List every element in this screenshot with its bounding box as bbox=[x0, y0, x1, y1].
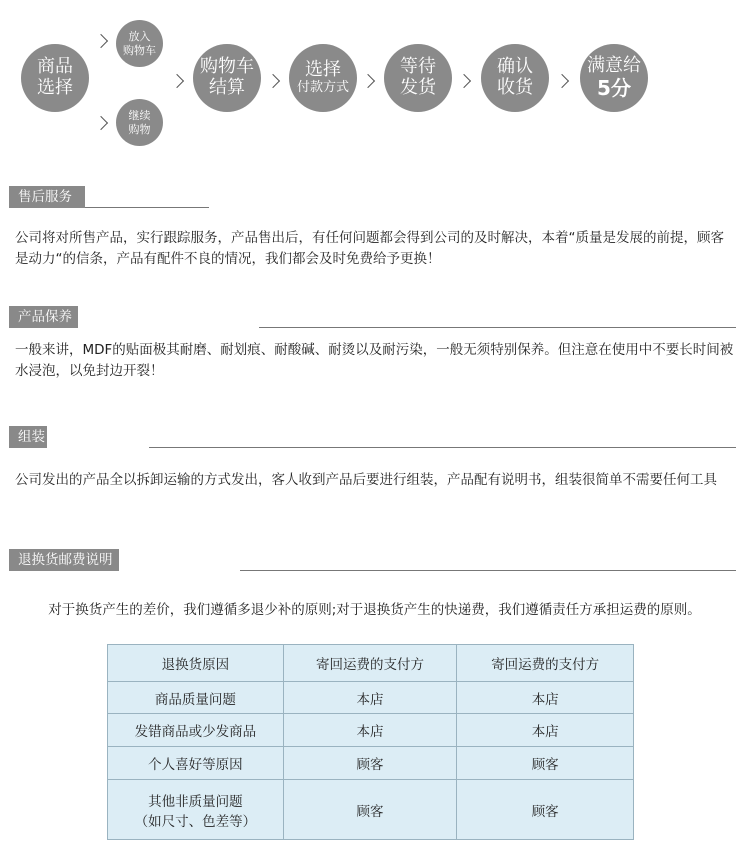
section-title: 组装 bbox=[9, 426, 47, 448]
flow-step-text: 购物车 bbox=[200, 56, 254, 78]
section-divider bbox=[240, 570, 736, 571]
flow-step-text: 选择 bbox=[305, 59, 341, 81]
section-title: 退换货邮费说明 bbox=[9, 549, 119, 571]
flow-step-await-shipping bbox=[384, 44, 452, 112]
table-cell: 商品质量问题 bbox=[108, 682, 284, 714]
section-text-assembly: 公司发出的产品全以拆卸运输的方式发出，客人收到产品后要进行组装，产品配有说明书，组装很简单不需要任何工具 bbox=[15, 472, 717, 488]
table-cell: 本店 bbox=[283, 682, 457, 714]
section-title: 售后服务 bbox=[9, 186, 85, 208]
section-title: 产品保养 bbox=[9, 306, 78, 328]
return-shipping-table bbox=[107, 644, 634, 840]
flow-step-rate bbox=[580, 44, 648, 112]
table-cell bbox=[108, 780, 284, 840]
table-cell: 本店 bbox=[457, 682, 634, 714]
table-cell: 本店 bbox=[457, 714, 634, 747]
section-header-returns bbox=[9, 549, 736, 571]
flow-step-text: 确认 bbox=[497, 56, 533, 78]
table-header-cell: 寄回运费的支付方 bbox=[457, 645, 634, 682]
table-row bbox=[108, 747, 634, 780]
flow-step-continue-shopping bbox=[116, 99, 163, 146]
table-cell: 顾客 bbox=[283, 780, 457, 840]
flow-step-text: 付款方式 bbox=[296, 79, 349, 95]
flow-step-text: 收货 bbox=[497, 77, 533, 98]
table-header-cell: 寄回运费的支付方 bbox=[283, 645, 457, 682]
table-cell: 顾客 bbox=[283, 747, 457, 780]
section-header-after-sales bbox=[9, 186, 209, 208]
flow-step-add-to-cart bbox=[116, 20, 163, 67]
flow-step-text: 放入 bbox=[128, 30, 151, 44]
section-divider bbox=[149, 447, 736, 448]
table-cell: 个人喜好等原因 bbox=[108, 747, 284, 780]
section-text-maintenance: 一般来讲，MDF的贴面极其耐磨、耐划痕、耐酸碱、耐烫以及耐污染，一般无须特别保养。但注意在使用中不要长时间被水浸泡，以免封边开裂！ bbox=[15, 342, 734, 379]
table-cell-line: （如尺寸、色差等） bbox=[134, 813, 257, 830]
flow-step-text: 等待 bbox=[400, 56, 436, 78]
table-row bbox=[108, 714, 634, 747]
section-text-after-sales: 公司将对所售产品，实行跟踪服务，产品售出后，有任何问题都会得到公司的及时解决，本着“质量是发展的前提，顾客是动力“的信条，产品有配件不良的情况，我们都会及时免费给予更换！ bbox=[15, 230, 724, 267]
flow-step-text: 满意给 bbox=[587, 55, 641, 77]
flow-step-confirm-receipt bbox=[481, 44, 549, 112]
section-divider bbox=[85, 207, 209, 208]
table-header-cell: 退换货原因 bbox=[108, 645, 284, 682]
purchase-flow bbox=[0, 0, 749, 160]
table-cell: 本店 bbox=[283, 714, 457, 747]
chevron-right-icon bbox=[555, 74, 569, 88]
section-header-assembly bbox=[9, 426, 736, 448]
section-divider bbox=[259, 327, 736, 328]
flow-step-text: 5分 bbox=[597, 75, 631, 100]
chevron-right-icon bbox=[266, 74, 280, 88]
flow-step-text: 商品 bbox=[37, 56, 73, 78]
flow-step-text: 结算 bbox=[209, 77, 245, 98]
chevron-right-icon bbox=[170, 74, 184, 88]
chevron-right-icon bbox=[94, 116, 108, 130]
table-cell: 顾客 bbox=[457, 747, 634, 780]
flow-step-text: 购物 bbox=[128, 122, 151, 136]
chevron-right-icon bbox=[361, 74, 375, 88]
table-cell: 顾客 bbox=[457, 780, 634, 840]
chevron-right-icon bbox=[457, 74, 471, 88]
table-cell: 发错商品或少发商品 bbox=[108, 714, 284, 747]
flow-step-select-product bbox=[21, 44, 89, 112]
table-cell-line: 其他非质量问题 bbox=[148, 793, 243, 810]
table-row bbox=[108, 780, 634, 840]
returns-policy-note: 对于换货产生的差价，我们遵循多退少补的原则;对于退换货产生的快递费，我们遵循责任方承担运费的原则。 bbox=[48, 602, 701, 618]
flow-step-payment bbox=[289, 44, 357, 112]
flow-step-text: 选择 bbox=[37, 77, 73, 98]
flow-step-text: 发货 bbox=[400, 77, 436, 98]
section-header-maintenance bbox=[9, 306, 736, 328]
flow-step-text: 继续 bbox=[128, 109, 151, 123]
flow-step-text: 购物车 bbox=[123, 43, 156, 57]
chevron-right-icon bbox=[94, 34, 108, 48]
flow-step-checkout bbox=[193, 44, 261, 112]
table-row bbox=[108, 682, 634, 714]
table-header-row bbox=[108, 645, 634, 682]
